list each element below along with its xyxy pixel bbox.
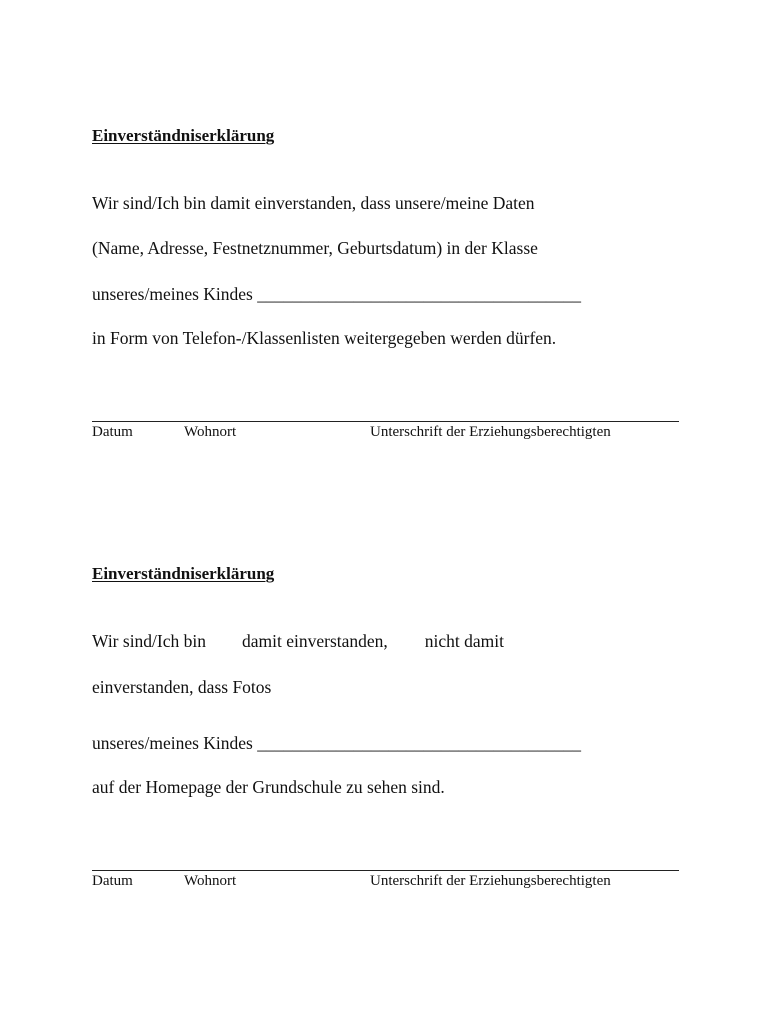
place-label: Wohnort (184, 424, 237, 440)
child-name-line: unseres/meines Kindes _____________________________________ (92, 733, 581, 753)
child-name-line: unseres/meines Kindes _____________________________________ (92, 284, 581, 304)
form-heading: Einverständniserklärung (92, 126, 275, 145)
consent-text-line: in Form von Telefon-/Klassenlisten weitergegeben werden dürfen. (92, 328, 557, 348)
option-agree: damit einverstanden, (242, 631, 388, 651)
option-prefix: Wir sind/Ich bin (92, 631, 206, 651)
consent-text-line: einverstanden, dass Fotos (92, 677, 272, 697)
option-disagree: nicht damit (424, 631, 505, 651)
form-heading: Einverständniserklärung (92, 564, 275, 583)
consent-text-line: (Name, Adresse, Festnetznummer, Geburtsdatum) in der Klasse (92, 238, 538, 258)
consent-options-line (92, 631, 504, 652)
signature-line (92, 870, 679, 871)
place-label: Wohnort (184, 873, 237, 889)
signature-label: Unterschrift der Erziehungsberechtigten (370, 873, 611, 889)
date-label: Datum (92, 424, 133, 440)
signature-label: Unterschrift der Erziehungsberechtigten (370, 424, 611, 440)
consent-text-line: Wir sind/Ich bin damit einverstanden, dass unsere/meine Daten (92, 193, 535, 213)
signature-line (92, 421, 679, 422)
consent-text-line: auf der Homepage der Grundschule zu sehen sind. (92, 777, 445, 797)
date-label: Datum (92, 873, 133, 889)
